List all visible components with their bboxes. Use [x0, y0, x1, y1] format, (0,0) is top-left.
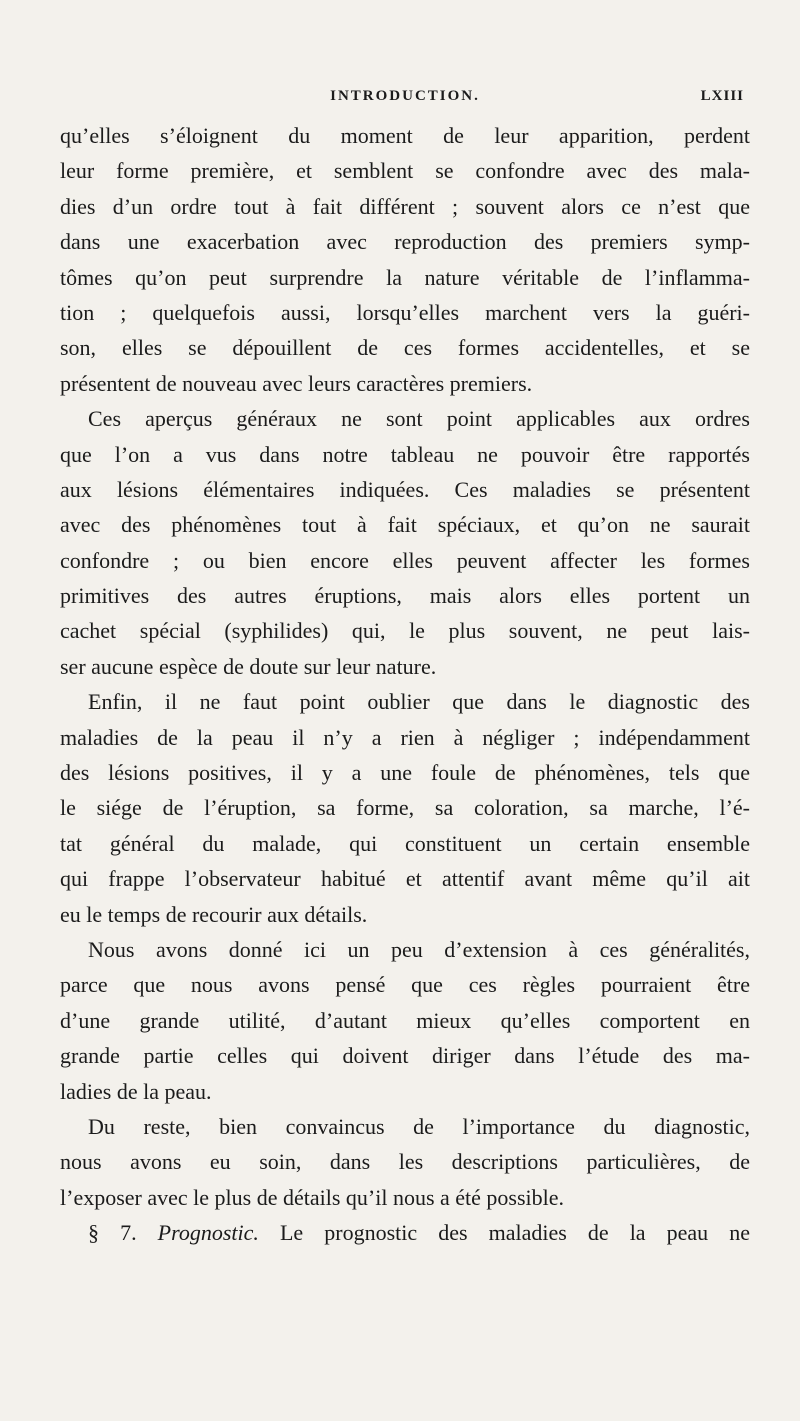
running-title: INTRODUCTION. — [330, 88, 480, 104]
text-line: ladies de la peau. — [60, 1078, 212, 1104]
text-line: confondre ; ou bien encore elles peuvent affecter les formes — [60, 547, 750, 573]
text-line: Enfin, il ne faut point oublier que dans le diagnostic des — [88, 689, 750, 715]
text-line: l’exposer avec le plus de détails qu’il nous a été possible. — [60, 1184, 565, 1210]
section-text: Le prognostic des maladies de la peau ne — [279, 1220, 750, 1246]
text-line: Nous avons donné ici un peu d’extension à ces généralités, — [88, 936, 750, 962]
text-line: d’une grande utilité, d’autant mieux qu’elles comportent en — [60, 1007, 750, 1033]
section-heading-line — [60, 1215, 750, 1250]
text-line: grande partie celles qui doivent diriger dans l’étude des ma- — [60, 1043, 750, 1069]
text-line: le siége de l’éruption, sa forme, sa coloration, sa marche, l’é- — [60, 795, 750, 821]
text-line: tion ; quelquefois aussi, lorsqu’elles marchent vers la guéri- — [60, 299, 750, 325]
text-line: aux lésions élémentaires indiquées. Ces maladies se présentent — [60, 476, 750, 502]
text-line: qu’elles s’éloignent du moment de leur apparition, perdent — [60, 123, 750, 148]
text-line: dans une exacerbation avec reproduction des premiers symp- — [60, 229, 750, 255]
page-number: LXIII — [700, 88, 744, 104]
text-line: eu le temps de recourir aux détails. — [60, 901, 368, 927]
text-line: cachet spécial (syphilides) qui, le plus souvent, ne peut lais- — [60, 618, 750, 644]
text-line: Du reste, bien convaincus de l’importance du diagnostic, — [88, 1113, 750, 1139]
text-line: Ces aperçus généraux ne sont point applicables aux ordres — [88, 406, 750, 432]
text-line: dies d’un ordre tout à fait différent ; souvent alors ce n’est que — [60, 193, 750, 219]
text-line: primitives des autres éruptions, mais alors elles portent un — [60, 583, 750, 609]
text-line: nous avons eu soin, dans les descriptions particulières, de — [60, 1149, 750, 1175]
text-line: ser aucune espèce de doute sur leur nature. — [60, 653, 437, 679]
text-line: maladies de la peau il n’y a rien à négliger ; indépendamment — [60, 724, 750, 750]
section-number: § 7. — [88, 1220, 137, 1246]
text-line: que l’on a vus dans notre tableau ne pouvoir être rapportés — [60, 441, 750, 467]
text-line: des lésions positives, il y a une foule de phénomènes, tels que — [60, 760, 750, 786]
text-line: son, elles se dépouillent de ces formes accidentelles, et se — [60, 335, 750, 361]
text-line: présentent de nouveau avec leurs caractères premiers. — [60, 370, 533, 396]
section-heading: Prognostic. — [157, 1220, 259, 1246]
body-text — [60, 118, 750, 1251]
text-line: qui frappe l’observateur habitué et attentif avant même qu’il ait — [60, 866, 750, 892]
running-head — [60, 86, 750, 110]
text-line: leur forme première, et semblent se confondre avec des mala- — [60, 158, 750, 184]
text-line: avec des phénomènes tout à fait spéciaux, et qu’on ne saurait — [60, 512, 750, 538]
text-line: parce que nous avons pensé que ces règles pourraient être — [60, 972, 750, 998]
text-line: tômes qu’on peut surprendre la nature véritable de l’inflamma- — [60, 264, 750, 290]
text-line: tat général du malade, qui constituent un certain ensemble — [60, 830, 750, 856]
